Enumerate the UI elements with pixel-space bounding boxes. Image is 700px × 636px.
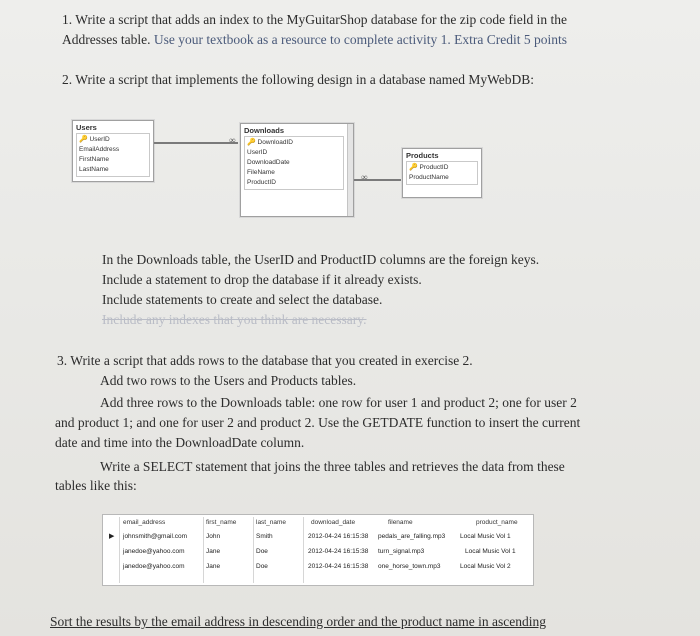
downloads-col-productid: ProductID <box>247 179 276 186</box>
q2-para-2: Include a statement to drop the database if it already exists. <box>102 272 422 287</box>
q1-line1: 1. Write a script that adds an index to the MyGuitarShop database for the zip code field in the <box>62 12 567 27</box>
q2-para-3: Include statements to create and select the database. <box>102 292 383 307</box>
grid-cell: Smith <box>256 533 273 540</box>
downloads-col-userid: UserID <box>247 149 268 156</box>
er-diagram <box>72 118 528 218</box>
products-col-productid: 🔑 ProductID <box>409 164 449 171</box>
grid-cell: one_horse_town.mp3 <box>378 563 441 570</box>
q3-line1: 3. Write a script that adds rows to the database that you created in exercise 2. <box>57 353 473 368</box>
grid-cell: Doe <box>256 563 268 570</box>
q1-line2 <box>62 31 567 48</box>
grid-cell: pedals_are_falling.mp3 <box>378 533 446 540</box>
downloads-col-downloaddate: DownloadDate <box>247 159 290 166</box>
products-columns <box>406 161 478 185</box>
grid-header-productname: product_name <box>476 519 518 526</box>
grid-cell: Local Music Vol 1 <box>465 548 516 555</box>
result-grid <box>102 514 534 586</box>
users-columns <box>76 133 150 177</box>
downloads-col-downloadid: 🔑 DownloadID <box>247 139 293 146</box>
products-title: Products <box>406 151 439 160</box>
q3-line6: Write a SELECT statement that joins the three tables and retrieves the data from these <box>100 459 565 474</box>
grid-cell: Jane <box>206 548 221 555</box>
grid-cell: 2012-04-24 16:15:38 <box>308 548 369 555</box>
downloads-table <box>240 123 354 217</box>
key-icon: 🔑 <box>247 139 256 146</box>
grid-header-lastname: last_name <box>256 519 286 526</box>
grid-header-firstname: first_name <box>206 519 237 526</box>
users-col-firstname: FirstName <box>79 156 109 163</box>
downloads-columns <box>244 136 344 190</box>
downloads-title: Downloads <box>244 126 285 135</box>
key-icon: 🔑 <box>409 164 418 171</box>
q3-cut-line: Sort the results by the email address in descending order and the product name in ascending <box>50 614 546 629</box>
q3-line3: Add three rows to the Downloads table: one row for user 1 and product 2; one for user 2 <box>100 395 577 410</box>
q3-line7: tables like this: <box>55 478 137 493</box>
users-col-email: EmailAddress <box>79 146 120 153</box>
infinity-icon: ∞ <box>361 172 368 182</box>
grid-cell: Doe <box>256 548 268 555</box>
grid-cell: johnsmith@gmail.com <box>123 533 188 540</box>
grid-cell: janedoe@yahoo.com <box>123 548 185 555</box>
infinity-icon: ∞ <box>229 135 236 145</box>
users-col-lastname: LastName <box>79 166 109 173</box>
downloads-col-filename: FileName <box>247 169 275 176</box>
q1-line2-b: Use your textbook as a resource to complete activity 1. Extra Credit 5 points <box>153 32 568 47</box>
grid-header-filename: filename <box>388 519 413 526</box>
q2-paragraphs <box>102 250 539 330</box>
grid-header-downloaddate: download_date <box>311 519 356 526</box>
grid-cell: 2012-04-24 16:15:38 <box>308 563 369 570</box>
grid-header-email: email_address <box>123 519 166 526</box>
q1-line2-a: Addresses table. <box>62 32 151 47</box>
users-table <box>72 120 154 182</box>
q3-line4: and product 1; and one for user 2 and product 2. Use the GETDATE function to insert the current <box>55 415 581 430</box>
grid-cell: Local Music Vol 1 <box>460 533 511 540</box>
downloads-scrollbar[interactable] <box>347 124 353 216</box>
grid-cell: turn_signal.mp3 <box>378 548 425 555</box>
users-title: Users <box>76 123 97 132</box>
q2-para-1: In the Downloads table, the UserID and ProductID columns are the foreign keys. <box>102 252 540 267</box>
q3-line2: Add two rows to the Users and Products tables. <box>100 373 357 388</box>
users-col-userid: 🔑 UserID <box>79 136 110 143</box>
q3-line5: date and time into the DownloadDate column. <box>55 435 305 450</box>
row-marker-icon: ▶ <box>109 533 115 540</box>
grid-cell: 2012-04-24 16:15:38 <box>308 533 369 540</box>
grid-cell: John <box>206 533 221 540</box>
products-table <box>402 148 482 198</box>
products-col-productname: ProductName <box>409 174 449 181</box>
q2-line1: 2. Write a script that implements the following design in a database named MyWebDB: <box>62 72 535 87</box>
grid-cell: Local Music Vol 2 <box>460 563 511 570</box>
q2-para-4: Include any indexes that you think are necessary. <box>102 312 367 327</box>
key-icon: 🔑 <box>79 136 88 143</box>
users-downloads-line <box>154 142 238 144</box>
grid-cell: janedoe@yahoo.com <box>123 563 185 570</box>
grid-cell: Jane <box>206 563 221 570</box>
